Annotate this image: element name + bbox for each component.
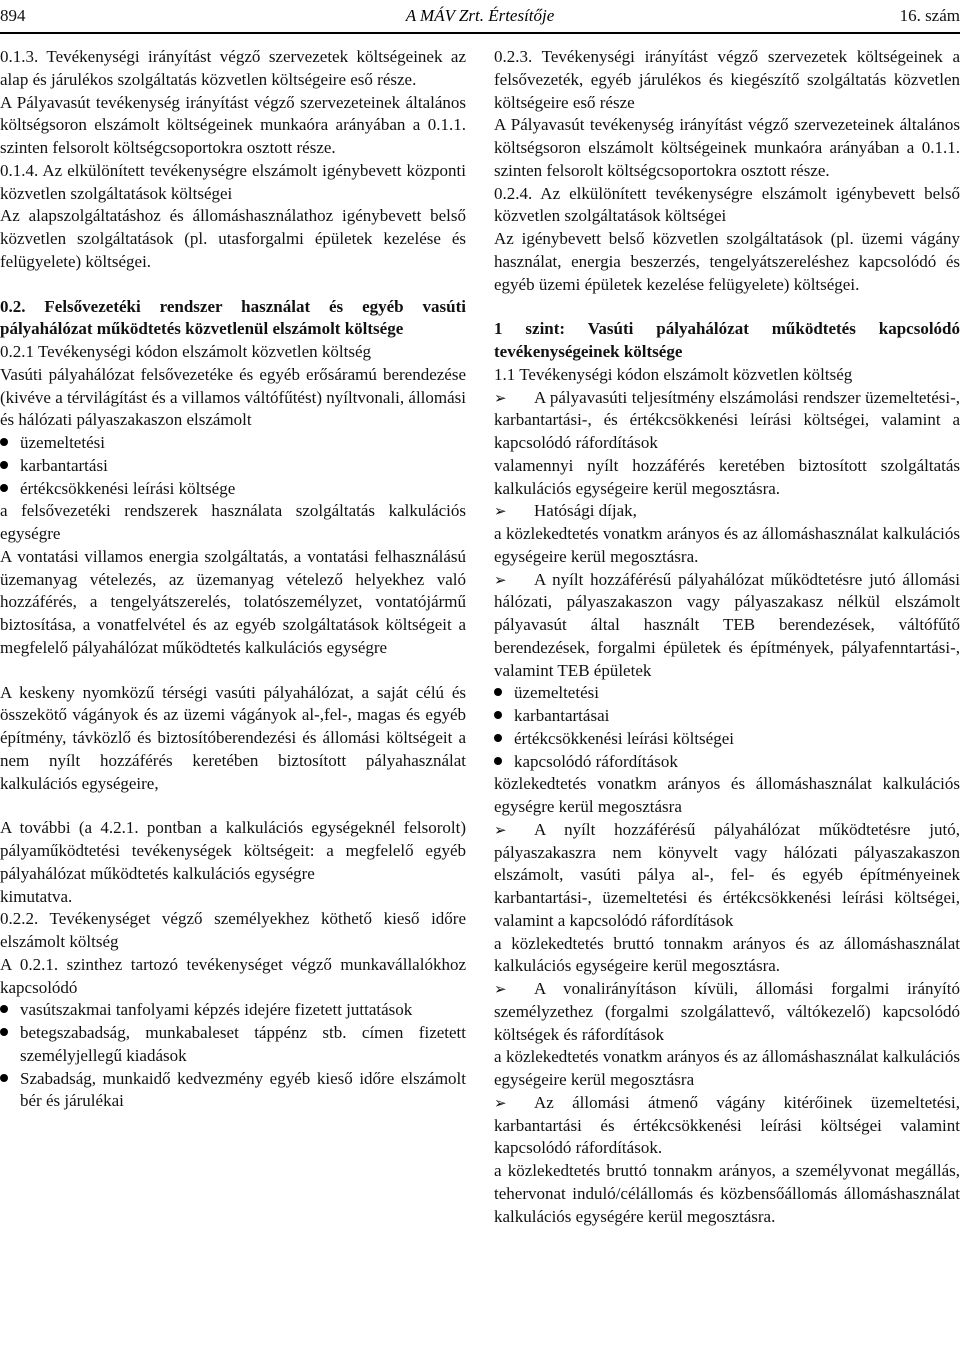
paragraph: 0.2.3. Tevékenységi irányítást végző szervezetek költségeinek a felsővezeték, egyéb járulékos és kiegészítő szolgáltatás közvetlen költségeire eső része	[494, 47, 960, 112]
paragraph: a közlekedtetés bruttó tonnakm arányos és az állomáshasználat kalkulációs egységeire kerül megosztásra.	[494, 933, 960, 976]
bullet-item	[0, 455, 466, 478]
paragraph: 0.1.3. Tevékenységi irányítást végző szervezetek költségeinek az alap és járulékos szolgáltatás közvetlen költségeire eső része.	[0, 47, 466, 89]
paragraph: A Pályavasút tevékenység irányítást végző szervezeteinek általános költségsoron elszámolt költségeinek munkaóra arányában a 0.1.1. szinten felsorolt költségcsoportokra osztott része.	[494, 115, 960, 180]
paragraph: a közlekedtetés bruttó tonnakm arányos, a személyvonat megállás, tehervonat induló/célállomás és közbensőállomás állomáshasználat kalkulációs egységére kerül megosztásra.	[494, 1161, 960, 1226]
paragraph: A vontatási villamos energia szolgáltatás, a vontatási felhasználású üzemanyag vételezés, az üzemanyag vételező helyekhez való hozzáférés, a tengelyátszerelés, tolatószemélyzet, vontatójármű biztosítása, a vonatfelvétel és az egyéb szolgáltatások költségeit a megfelelő pályahálózat működtetés kalkulációs egységre	[0, 546, 466, 657]
paragraph: 0.2.2. Tevékenységet végző személyekhez köthető kieső időre elszámolt költség	[0, 909, 466, 951]
arrow-text: A nyílt hozzáférésű pályahálózat működtetésre jutó, pályaszakaszra nem könyvelt vagy hálózati pályaszakaszon elszámolt, vasúti pálya al-, fel- és egyéb építményeinek karbantartási-, üzemeltetési és értékcsökkenési leírási költségei, valamint a kapcsolódó ráfordítások	[494, 819, 960, 930]
issue-number: 16. szám	[899, 6, 960, 25]
bullet-text: értékcsökkenési leírási költsége	[20, 478, 236, 498]
bullet-dot-icon	[0, 455, 20, 478]
journal-title: A MÁV Zrt. Értesítője	[405, 6, 555, 25]
arrow-bullet-icon: ➢	[494, 570, 507, 589]
paragraph: A 0.2.1. szinthez tartozó tevékenységet végző munkavállalókhoz kapcsolódó	[0, 954, 466, 997]
page-header	[0, 6, 960, 32]
paragraph: valamennyi nyílt hozzáférés keretében biztosított szolgáltatás kalkulációs egységeire kerül megosztásra.	[494, 455, 960, 498]
bullet-dot-icon	[494, 728, 514, 751]
page-number: 894	[0, 6, 26, 25]
bullet-item	[0, 1068, 466, 1114]
arrow-text: A vonalirányításon kívüli, állomási forgalmi irányító személyzethez (forgalmi szolgálattevő, váltókezelő) kapcsolódó költségek és ráfordítások	[494, 979, 960, 1044]
bullet-dot-icon	[0, 478, 20, 501]
arrow-bullet-icon: ➢	[494, 980, 507, 998]
left-column	[0, 46, 466, 1113]
paragraph: a közlekedtetés vonatkm arányos és az állomáshasználat kalkulációs egységeire kerül megosztásra.	[494, 524, 960, 566]
bullet-dot-icon	[494, 705, 514, 728]
paragraph: a felsővezetéki rendszerek használata szolgáltatás kalkulációs egységre	[0, 501, 466, 543]
arrow-text: A nyílt hozzáférésű pályahálózat működtetésre jutó állomási hálózati, pályaszakaszon vagy pályaszakasz nélkül elszámolt pályavasút által használt TEB berendezések, váltófűtő berendezések, forgalmi épületek és építmények, pályafenntartási-, valamint TEB épületek	[494, 569, 960, 680]
arrow-item	[494, 978, 960, 1046]
header-rule	[0, 32, 960, 34]
spacer	[0, 795, 466, 817]
bullet-item	[494, 751, 960, 774]
bullet-dot-icon	[0, 1068, 20, 1091]
bullet-text: karbantartásai	[514, 706, 610, 725]
paragraph: Vasúti pályahálózat felsővezetéke és egyéb erősáramú berendezése (kivéve a térvilágítást és a villamos váltófűtést) nyíltvonali, állomási és hálózati pályaszakaszon elszámolt	[0, 364, 466, 430]
spacer	[494, 296, 960, 318]
bullet-item	[494, 682, 960, 705]
paragraph: a közlekedtetés vonatkm arányos és az állomáshasználat kalkulációs egységeire kerül megosztásra	[494, 1047, 960, 1089]
bullet-text: kapcsolódó ráfordítások	[514, 751, 678, 771]
arrow-bullet-icon: ➢	[494, 502, 507, 521]
bullet-item	[0, 1022, 466, 1068]
arrow-item	[494, 500, 960, 523]
arrow-text: Hatósági díjak,	[534, 501, 637, 521]
bullet-dot-icon	[0, 1022, 20, 1045]
paragraph: A további (a 4.2.1. pontban a kalkulációs egységeknél felsorolt) pályaműködtetési tevékenységek költségeit: a megfelelő egyéb pályahálózat működtetés kalkulációs egységre	[0, 818, 466, 883]
arrow-item	[494, 569, 960, 683]
section-heading: 1 szint: Vasúti pályahálózat működtetés kapcsolódó tevékenységeinek költsége	[494, 319, 960, 361]
bullet-dot-icon	[494, 682, 514, 705]
bullet-text: Szabadság, munkaidő kedvezmény egyéb kieső időre elszámolt bér és járulékai	[20, 1068, 466, 1111]
arrow-text: A pályavasúti teljesítmény elszámolási rendszer üzemeltetési-, karbantartási-, és értékcsökkenési leírási költségei, valamint a kapcsolódó ráfordítások	[494, 387, 960, 452]
bullet-text: üzemeltetési	[514, 683, 599, 703]
paragraph: 0.2.1 Tevékenységi kódon elszámolt közvetlen költség	[0, 342, 371, 361]
spacer	[0, 660, 466, 682]
bullet-item	[0, 999, 466, 1022]
arrow-bullet-icon: ➢	[494, 388, 507, 407]
paragraph: kimutatva.	[0, 886, 73, 906]
bullet-dot-icon	[0, 432, 20, 455]
bullet-text: vasútszakmai tanfolyami képzés idejére fizetett juttatások	[20, 1000, 413, 1020]
arrow-bullet-icon: ➢	[494, 820, 507, 839]
arrow-item	[494, 387, 960, 455]
arrow-item	[494, 1092, 960, 1160]
arrow-bullet-icon: ➢	[494, 1093, 507, 1112]
bullet-text: betegszabadság, munkabaleset táppénz stb. címen fizetett személyjellegű kiadások	[20, 1023, 466, 1065]
right-column	[494, 46, 960, 1228]
bullet-item	[494, 728, 960, 751]
paragraph: Az igénybevett belső közvetlen szolgáltatások (pl. üzemi vágány használat, energia beszerzés, tengelyátszereléshez kapcsolódó és egyéb üzemi épületek kezelése felügyelete) költségei.	[494, 229, 960, 294]
bullet-text: karbantartási	[20, 455, 108, 475]
bullet-text: értékcsökkenési leírási költségei	[514, 728, 734, 748]
paragraph: Az alapszolgáltatáshoz és állomáshasználathoz igénybevett belső közvetlen szolgáltatások (pl. utasforgalmi épületek kezelése és felügyelete) költségei.	[0, 206, 466, 271]
section-heading: 0.2. Felsővezetéki rendszer használat és egyéb vasúti pályahálózat működtetés közvetlenül elszámolt költsége	[0, 296, 466, 339]
bullet-item	[494, 705, 960, 728]
bullet-text: üzemeltetési	[20, 433, 105, 452]
bullet-dot-icon	[494, 751, 514, 774]
paragraph: közlekedtetés vonatkm arányos és állomáshasználat kalkulációs egységre kerül megosztásra	[494, 774, 960, 816]
arrow-item	[494, 819, 960, 933]
paragraph: 0.1.4. Az elkülönített tevékenységre elszámolt igénybevett központi közvetlen szolgáltatások költségei	[0, 160, 466, 203]
spacer	[0, 274, 466, 296]
bullet-item	[0, 432, 466, 455]
paragraph: 0.2.4. Az elkülönített tevékenységre elszámolt igénybevett belső közvetlen szolgáltatások költségei	[494, 183, 960, 226]
paragraph: A keskeny nyomközű térségi vasúti pályahálózat, a saját célú és összekötő vágányok és az üzemi vágányok al-,fel-, magas és egyéb építmény, távközlő és biztosítóberendezési és állomási költségeit a nem nyílt hozzáférés keretében biztosított pályahasználat kalkulációs egységeire,	[0, 682, 466, 793]
arrow-text: Az állomási átmenő vágány kitérőinek üzemeltetési, karbantartási és értékcsökkenési leírási költségei valamint kapcsolódó ráfordítások.	[494, 1092, 960, 1158]
paragraph: 1.1 Tevékenységi kódon elszámolt közvetlen költség	[494, 364, 853, 384]
bullet-item	[0, 478, 466, 501]
paragraph: A Pályavasút tevékenység irányítást végző szervezeteinek általános költségsoron elszámolt költségeinek munkaóra arányában a 0.1.1. szinten felsorolt költségcsoportokra osztott része.	[0, 92, 466, 157]
bullet-dot-icon	[0, 999, 20, 1022]
